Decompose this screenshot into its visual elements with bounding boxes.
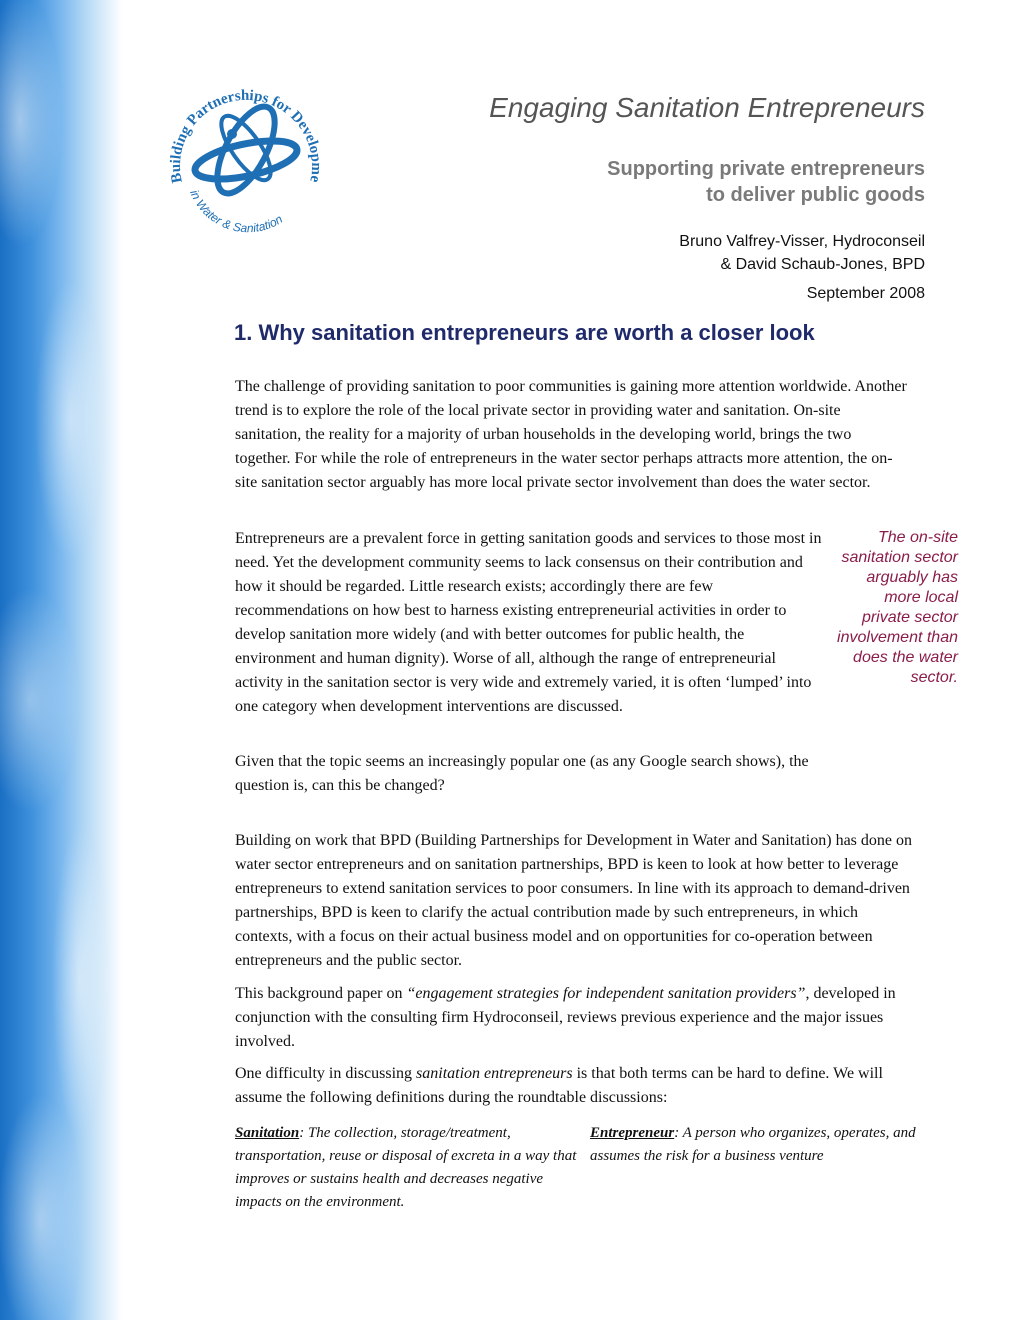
publication-date: September 2008 — [806, 285, 925, 302]
definition-entrepreneur — [590, 1122, 925, 1168]
paragraph-2: Entrepreneurs are a prevalent force in getting sanitation goods and services to those most in need. Yet the development community seems to lack consensus on their contribution and how it should be regarded. Little research exists; accordingly there are few recommendations on how best to harness existing entrepreneurial activities in order to develop sanitation more widely (and with better outcomes for public health, the environment and human dignity). Worse of all, although the range of entrepreneurial activity in the sanitation sector is very wide and extremely varied, it is often ‘lumped’ into one category when development interventions are discussed. — [235, 530, 822, 715]
authors — [679, 230, 925, 276]
definition-entrepreneur-text: : A person who organizes, operates, and assumes the risk for a business venture — [590, 1125, 916, 1164]
paragraph-6-text-a: One difficulty in discussing — [235, 1065, 417, 1082]
paragraph-5-text-a: This background paper on — [235, 985, 407, 1002]
paragraph-3: Given that the topic seems an increasingly popular one (as any Google search shows), the question is, can this be changed? — [235, 753, 809, 794]
logo-text-top: Building Partnerships for Developme — [167, 87, 325, 185]
paragraph-1: The challenge of providing sanitation to poor communities is gaining more attention worldwide. Another trend is to explore the role of the local private sector in providing water and sanitation. On-site sanitation, the reality for a majority of urban households in the developing world, brings the two together. For while the role of entrepreneurs in the water sector perhaps attracts more attention, the on-site sanitation sector arguably has more local private sector involvement than does the water sector. — [235, 378, 907, 491]
bpd-logo-graphic — [160, 62, 330, 242]
paragraph-5-italic: “engagement strategies for independent sanitation providers” — [406, 985, 806, 1002]
paragraph-6-italic: sanitation entrepreneurs — [416, 1065, 573, 1082]
authors-line-1: Bruno Valfrey-Visser, Hydroconseil — [679, 233, 925, 250]
bpd-logo — [160, 62, 330, 242]
paragraph-6 — [235, 1062, 910, 1110]
definition-entrepreneur-term: Entrepreneur — [590, 1125, 675, 1141]
definition-sanitation-term: Sanitation — [235, 1125, 300, 1141]
paragraph-6-text-b: is that both terms can be hard to define. We will assume the following definitions during the roundtable discussions: — [235, 1065, 883, 1106]
document-title: Engaging Sanitation Entrepreneurs — [489, 92, 925, 123]
paragraph-5 — [235, 982, 910, 1054]
pull-quote: The on-site sanitation sector arguably has more local private sector involvement than does the water sector. — [837, 529, 958, 686]
definition-sanitation-text: : The collection, storage/treatment, transportation, reuse or disposal of excreta in a way that improves or sustains health and decreases negative impacts on the environment. — [235, 1125, 577, 1210]
subtitle-line-1: Supporting private entrepreneurs — [607, 158, 925, 180]
definition-sanitation — [235, 1122, 580, 1214]
water-background-strip — [0, 0, 122, 1320]
authors-line-2: & David Schaub-Jones, BPD — [720, 256, 925, 273]
document-subtitle — [607, 156, 925, 208]
paragraph-4-text: Building on work that BPD (Building Partnerships for Development in Water and Sanitation) has done on water sector entrepreneurs and on sanitation partnerships, BPD is keen to look at how better to leverage entrepreneurs to extend sanitation services to poor consumers. In line with its approach to demand-driven partnerships, BPD is keen to clarify the actual contribution made by such entrepreneurs, in which contexts, with a focus on their actual business model and on opportunities for co-operation between entrepreneurs and the public sector. — [235, 832, 912, 969]
svg-text:in Water & Sanitation — [187, 188, 285, 235]
logo-dot-icon — [227, 129, 237, 139]
paragraph-5-text-b: , developed in conjunction with the consulting firm Hydroconseil, reviews previous experience and the major issues involved. — [235, 985, 896, 1050]
subtitle-line-2: to deliver public goods — [706, 184, 925, 206]
paragraph-4 — [235, 829, 915, 973]
logo-text-bottom: in Water & Sanitation — [187, 187, 286, 236]
section-heading: 1. Why sanitation entrepreneurs are worth a closer look — [234, 320, 815, 345]
